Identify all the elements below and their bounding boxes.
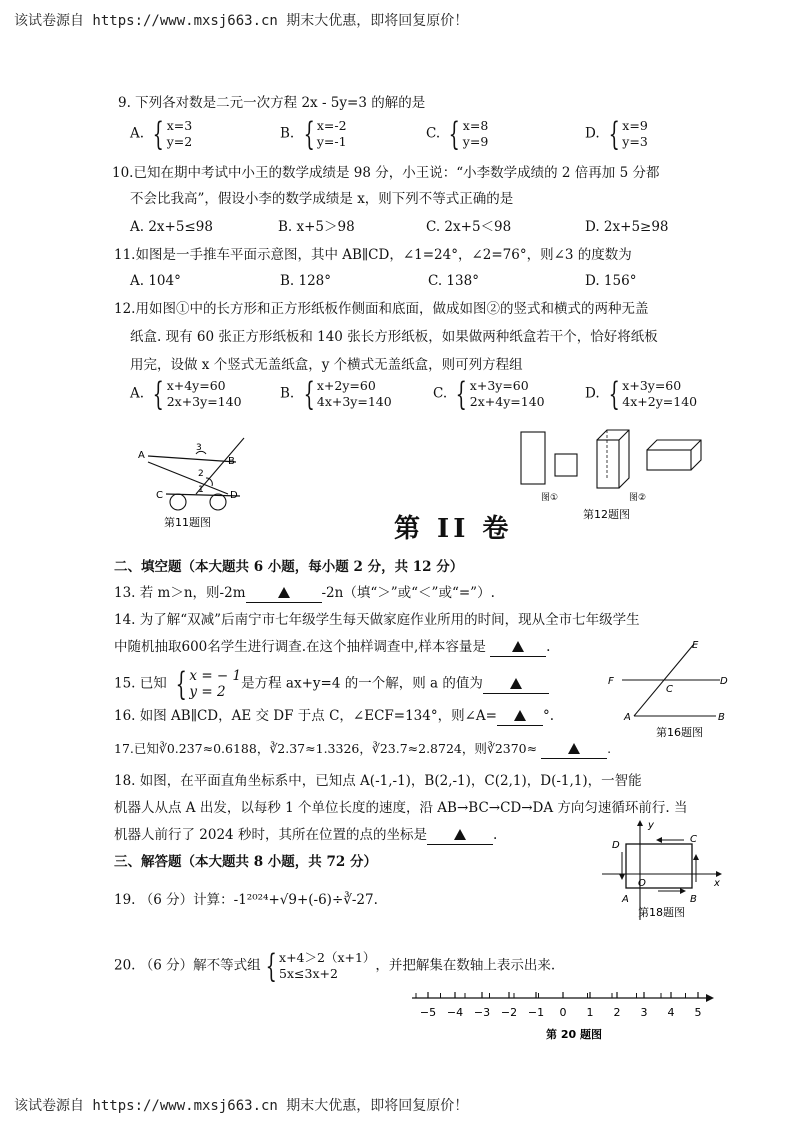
label-1: 1 (198, 485, 204, 495)
number-line-label: −4 (446, 1006, 464, 1019)
label-c: C (690, 834, 697, 845)
figure-11-caption: 第11题图 (164, 516, 211, 529)
answer-triangle-icon (510, 678, 522, 689)
q15: 15. 已知 { x = − 1 y = 2是方程 ax+y=4 的一个解，则 a 的值为 (114, 668, 549, 700)
label-d: D (230, 490, 238, 501)
label-d: D (612, 840, 620, 851)
q19: 19. （6 分）计算：-1²⁰²⁴+√9+(-6)÷∛-27. (114, 892, 378, 908)
q10-option-c: C. 2x+5＜98 (426, 219, 512, 235)
label-b: B (718, 712, 725, 723)
figure-18 (598, 818, 724, 926)
q11-option-a: A. 104° (130, 273, 181, 289)
number-line-label: 5 (694, 1006, 702, 1019)
figure-12 (515, 424, 705, 524)
label-f: F (608, 676, 614, 687)
figure-12-caption: 第12题图 (583, 508, 630, 521)
q12-line1: 12.用如图①中的长方形和正方形纸板作侧面和底面，做成如图②的竖式和横式的两种无盖 (114, 301, 649, 317)
q11-option-b: B. 128° (280, 273, 332, 289)
q9-option-c: C. { x=8 y=9 (426, 115, 489, 153)
label-b: B (228, 456, 235, 467)
q13-answer-blank[interactable] (246, 584, 322, 603)
q11-option-d: D. 156° (585, 273, 637, 289)
label-c: C (156, 490, 163, 501)
answer-triangle-icon (568, 743, 580, 754)
arrow-da-icon (619, 874, 625, 880)
q17: 17.已知∛0.237≈0.6188，∛2.37≈1.3326，∛23.7≈2.8724，则∛2370≈ . (114, 740, 611, 759)
vertical-box (597, 430, 629, 488)
horizontal-box (647, 440, 701, 470)
number-line-label: −3 (473, 1006, 491, 1019)
q12-option-b: B. { x+2y=60 4x+3y=140 (280, 375, 392, 413)
q15-answer-blank[interactable] (483, 675, 549, 694)
number-line-label: 3 (640, 1006, 648, 1019)
figure-20-caption: 第 20 题图 (546, 1028, 602, 1041)
q18-line1: 18. 如图，在平面直角坐标系中，已知点 A(-1,-1)，B(2,-1)，C(2,1)，D(-1,1)，一智能 (114, 773, 642, 789)
q9-stem: 9. 下列各对数是二元一次方程 2x - 5y=3 的解的是 (118, 95, 426, 111)
header-text: 该试卷源自 https://www.mxsj663.cn 期末大优惠，即将回复原价！ (14, 13, 469, 29)
q18-answer-blank[interactable] (427, 826, 493, 845)
arrow-ab-icon (680, 888, 686, 894)
q12-option-c: C. { x+3y=60 2x+4y=140 (433, 375, 545, 413)
number-line-ticks (416, 992, 702, 1019)
label-a: A (622, 894, 629, 905)
answer-triangle-icon (514, 710, 526, 721)
number-line-label: −2 (500, 1006, 518, 1019)
section-2-heading: 二、填空题（本大题共 6 小题，每小题 2 分，共 12 分） (114, 559, 464, 575)
label-a: A (624, 712, 631, 723)
rect-paper (521, 432, 545, 484)
number-line-label: 2 (613, 1006, 621, 1019)
y-axis-arrow-icon (637, 820, 643, 826)
arrow-bc-icon (693, 854, 699, 860)
figure-12-label-2: 图② (629, 493, 647, 503)
number-line-label: −1 (527, 1006, 545, 1019)
line-ab (148, 456, 236, 462)
q10-option-a: A. 2x+5≤98 (130, 219, 213, 235)
label-d: D (720, 676, 728, 687)
figure-11 (136, 436, 256, 532)
answer-triangle-icon (454, 829, 466, 840)
q11-option-c: C. 138° (428, 273, 479, 289)
figure-18-caption: 第18题图 (638, 906, 685, 919)
q13: 13. 若 m＞n，则-2m -2n（填“＞”或“＜”或“=”）. (114, 585, 495, 601)
q12-option-a: A. { x+4y=60 2x+3y=140 (130, 375, 242, 413)
figure-12-label-1: 图① (541, 493, 559, 503)
q20: 20. （6 分）解不等式组 { x+4＞2（x+1） 5x≤3x+2 ，并把解集在数轴上表示出来. (114, 947, 556, 985)
q10-option-b: B. x+5＞98 (278, 219, 355, 235)
part-2-title: 第 II 卷 (394, 514, 513, 544)
q9-option-b: B. { x=-2 y=-1 (280, 115, 347, 153)
figure-20 (408, 988, 718, 1044)
q16: 16. 如图 AB∥CD，AE 交 DF 于点 C，∠ECF=134°，则∠A= °. (114, 708, 555, 724)
q10-option-d: D. 2x+5≥98 (585, 219, 669, 235)
label-o: O (638, 878, 646, 889)
label-b: B (690, 894, 697, 905)
q12-line2: 纸盒. 现有 60 张正方形纸板和 140 张长方形纸板，如果做两种纸盒若干个，恰好将纸板 (130, 329, 658, 345)
section-3-heading: 三、解答题（本大题共 8 小题，共 72 分） (114, 854, 377, 870)
label-3: 3 (196, 443, 202, 453)
figure-16 (604, 636, 732, 740)
q11-stem: 11.如图是一手推车平面示意图，其中 AB∥CD，∠1=24°，∠2=76°，则∠3 的度数为 (114, 247, 632, 263)
q14-line1: 14. 为了解“双减”后南宁市七年级学生每天做家庭作业所用的时间，现从全市七年级学生 (114, 612, 640, 628)
footer-text: 该试卷源自 https://www.mxsj663.cn 期末大优惠，即将回复原价！ (14, 1098, 469, 1114)
q14-line2: 中随机抽取600名学生进行调查.在这个抽样调查中,样本容量是 . (114, 639, 551, 655)
label-2: 2 (198, 469, 204, 479)
q9-option-d: D. { x=9 y=3 (585, 115, 648, 153)
answer-triangle-icon (512, 641, 524, 652)
q12-line3: 用完，设做 x 个竖式无盖纸盒，y 个横式无盖纸盒，则可列方程组 (130, 357, 523, 373)
figure-16-caption: 第16题图 (656, 726, 703, 739)
number-line-label: 4 (667, 1006, 675, 1019)
wheel-left (170, 494, 186, 510)
q17-answer-blank[interactable] (541, 740, 607, 759)
q10-line1: 10.已知在期中考试中小王的数学成绩是 98 分，小王说：“小李数学成绩的 2 倍再加 5 分都 (112, 165, 660, 181)
q9-option-a: A. { x=3 y=2 (130, 115, 193, 153)
number-line-label: 0 (559, 1006, 567, 1019)
arrow-cd-icon (656, 837, 662, 843)
q18-line2: 机器人从点 A 出发，以每秒 1 个单位长度的速度，沿 AB→BC→CD→DA 方向匀速循环前行. 当 (114, 800, 688, 816)
path-rectangle (626, 844, 692, 888)
label-x: x (714, 878, 720, 889)
number-line-label: −5 (419, 1006, 437, 1019)
label-y: y (648, 820, 654, 831)
number-line-arrow-icon (706, 994, 714, 1002)
number-line-label: 1 (586, 1006, 594, 1019)
label-c: C (666, 684, 673, 695)
q10-line2: 不会比我高”，假设小李的数学成绩是 x，则下列不等式正确的是 (130, 191, 514, 207)
q18-line3: 机器人前行了 2024 秒时，其所在位置的点的坐标是 . (114, 827, 498, 843)
x-axis-arrow-icon (716, 871, 722, 877)
wheel-right (210, 494, 226, 510)
label-e: E (692, 640, 699, 651)
q12-option-d: D. { x+3y=60 4x+2y=140 (585, 375, 698, 413)
label-a: A (138, 450, 145, 461)
q14-answer-blank[interactable] (490, 638, 546, 657)
q16-answer-blank[interactable] (497, 707, 543, 726)
answer-triangle-icon (278, 587, 290, 598)
square-paper (555, 454, 577, 476)
